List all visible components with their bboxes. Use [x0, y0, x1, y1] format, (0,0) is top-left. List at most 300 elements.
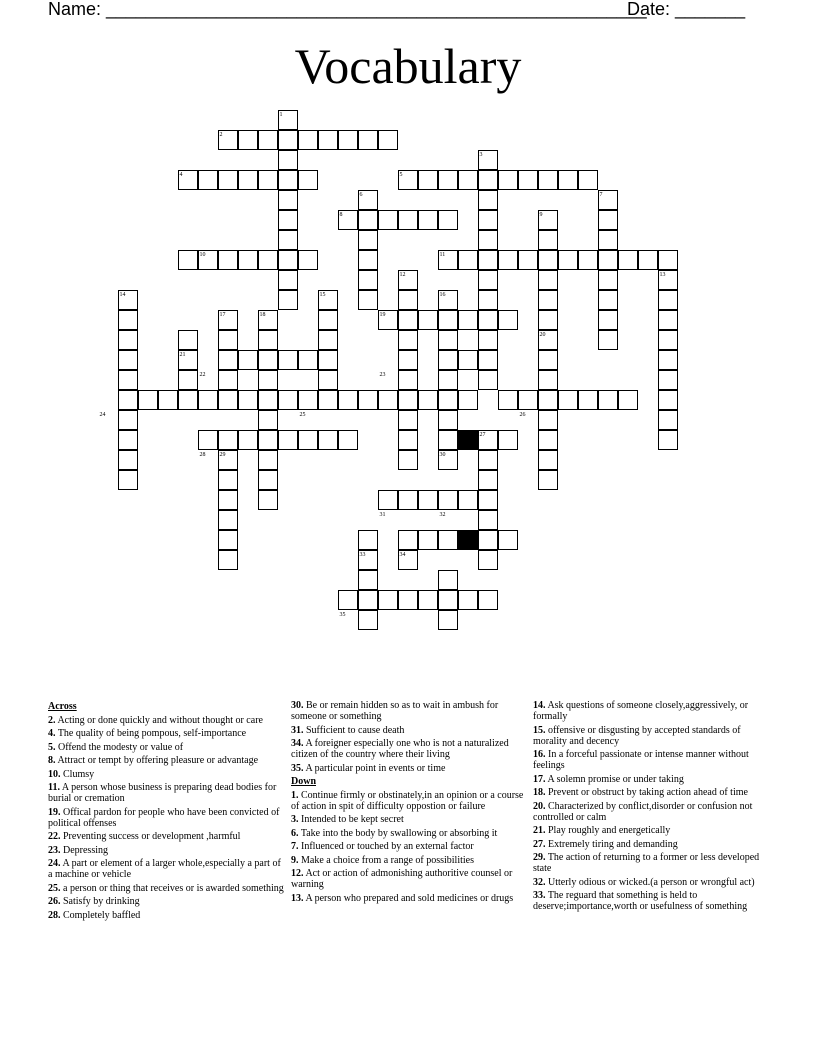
grid-cell[interactable] [458, 250, 478, 270]
clue-text: offensive or disgusting by accepted standards of morality and decency [533, 724, 741, 747]
clue-item [291, 814, 529, 825]
grid-cell[interactable] [438, 390, 458, 410]
grid-cell[interactable] [538, 410, 558, 430]
grid-cell[interactable] [278, 430, 298, 450]
grid-cell[interactable] [538, 170, 558, 190]
grid-cell[interactable] [358, 590, 378, 610]
grid-cell[interactable] [478, 270, 498, 290]
grid-cell[interactable] [278, 190, 298, 210]
clue-text: Attract or tempt by offering pleasure or advantage [55, 755, 259, 766]
clue-number-label: 29. [533, 852, 546, 863]
clue-text: Extremely tiring and demanding [545, 838, 678, 850]
grid-cell[interactable] [258, 130, 278, 150]
clue-text: Make a choice from a range of possibilities [298, 854, 474, 866]
grid-cell[interactable] [658, 390, 678, 410]
grid-cell[interactable] [278, 350, 298, 370]
clues-column-1 [48, 701, 286, 923]
clue-item [291, 855, 529, 866]
grid-cell[interactable] [518, 250, 538, 270]
clue-number: 33 [359, 551, 366, 558]
clue-item [533, 725, 771, 747]
grid-cell[interactable] [278, 170, 298, 190]
clue-number: 17 [219, 311, 226, 318]
clue-item [533, 774, 771, 785]
grid-cell[interactable] [538, 390, 558, 410]
grid-cell[interactable] [538, 290, 558, 310]
clue-number: 10 [199, 251, 206, 258]
grid-cell[interactable] [438, 410, 458, 430]
grid-cell[interactable] [198, 170, 218, 190]
clue-item [48, 715, 286, 726]
grid-cell[interactable] [458, 590, 478, 610]
clue-item [533, 700, 771, 722]
grid-cell[interactable] [458, 310, 478, 330]
grid-cell[interactable] [598, 330, 618, 350]
clue-text: Intended to be kept secret [298, 814, 404, 825]
grid-cell[interactable] [538, 450, 558, 470]
grid-cell[interactable] [258, 170, 278, 190]
grid-cell[interactable] [478, 590, 498, 610]
grid-cell[interactable] [418, 390, 438, 410]
clue-text: A foreigner especially one who is not a naturalized citizen of the country where their living [291, 738, 509, 760]
grid-cell[interactable] [218, 330, 238, 350]
clue-item [533, 852, 771, 874]
grid-cell[interactable] [118, 410, 138, 430]
grid-cell[interactable] [518, 170, 538, 190]
grid-cell[interactable] [218, 170, 238, 190]
grid-cell[interactable] [598, 230, 618, 250]
clue-number: 8 [339, 211, 343, 218]
clue-number-label: 2. [48, 714, 56, 726]
grid-cell[interactable] [398, 450, 418, 470]
grid-cell[interactable] [438, 430, 458, 450]
grid-cell[interactable] [398, 210, 418, 230]
grid-cell[interactable] [338, 430, 358, 450]
clue-text: Act or action of admonishing authoritive counsel or warning [291, 868, 513, 890]
grid-cell[interactable] [498, 430, 518, 450]
grid-cell[interactable] [378, 390, 398, 410]
grid-cell[interactable] [658, 350, 678, 370]
grid-cell[interactable] [118, 370, 138, 390]
grid-cell[interactable] [358, 230, 378, 250]
grid-cell[interactable] [538, 310, 558, 330]
grid-cell[interactable] [298, 250, 318, 270]
clue-text: a person or thing that receives or is awarded something [60, 882, 284, 894]
clue-text: Completely baffled [60, 909, 141, 921]
grid-cell[interactable] [238, 350, 258, 370]
grid-cell[interactable] [658, 310, 678, 330]
grid-cell[interactable] [438, 330, 458, 350]
grid-cell[interactable] [398, 590, 418, 610]
grid-cell[interactable] [178, 330, 198, 350]
clue-number: 28 [199, 451, 206, 458]
clue-item [291, 763, 529, 774]
grid-cell[interactable] [118, 310, 138, 330]
grid-cell[interactable] [478, 490, 498, 510]
grid-cell[interactable] [338, 590, 358, 610]
grid-cell[interactable] [538, 370, 558, 390]
clue-number-label: 23. [48, 844, 61, 856]
grid-cell[interactable] [658, 250, 678, 270]
grid-cell[interactable] [258, 410, 278, 430]
grid-cell[interactable] [158, 390, 178, 410]
grid-cell[interactable] [478, 510, 498, 530]
clue-item [291, 868, 529, 890]
grid-cell[interactable] [218, 430, 238, 450]
grid-cell[interactable] [398, 350, 418, 370]
grid-cell[interactable] [298, 350, 318, 370]
grid-cell[interactable] [598, 390, 618, 410]
clue-number: 21 [179, 351, 186, 358]
grid-cell[interactable] [578, 250, 598, 270]
grid-cell[interactable] [278, 230, 298, 250]
grid-cell[interactable] [478, 450, 498, 470]
clue-item [291, 790, 529, 812]
clue-number: 7 [599, 191, 603, 198]
grid-cell[interactable] [258, 470, 278, 490]
grid-cell[interactable] [498, 170, 518, 190]
clue-number: 22 [199, 371, 206, 378]
grid-cell[interactable] [478, 330, 498, 350]
grid-cell[interactable] [378, 490, 398, 510]
grid-cell[interactable] [558, 250, 578, 270]
clue-item [48, 831, 286, 842]
grid-cell[interactable] [478, 530, 498, 550]
grid-cell[interactable] [318, 350, 338, 370]
clue-text: Ask questions of someone closely,aggressively, or formally [533, 700, 749, 722]
grid-cell[interactable] [298, 130, 318, 150]
clue-number-label: 3. [291, 814, 299, 825]
grid-cell[interactable] [658, 430, 678, 450]
grid-cell[interactable] [418, 310, 438, 330]
clue-number-label: 9. [291, 854, 299, 866]
clue-item [48, 858, 286, 880]
grid-cell[interactable] [478, 370, 498, 390]
grid-cell[interactable] [398, 410, 418, 430]
grid-cell[interactable] [138, 390, 158, 410]
grid-cell[interactable] [358, 250, 378, 270]
grid-cell[interactable] [258, 350, 278, 370]
grid-cell[interactable] [658, 410, 678, 430]
grid-cell[interactable] [218, 550, 238, 570]
grid-cell[interactable] [118, 430, 138, 450]
name-field[interactable]: Name: ______________________________________________________ [48, 0, 647, 19]
grid-cell[interactable] [478, 290, 498, 310]
grid-cell[interactable] [478, 310, 498, 330]
clue-text: Satisfy by drinking [60, 896, 140, 907]
grid-cell[interactable] [338, 390, 358, 410]
clue-number: 3 [479, 151, 483, 158]
grid-cell[interactable] [458, 170, 478, 190]
grid-cell[interactable] [358, 270, 378, 290]
grid-cell[interactable] [298, 390, 318, 410]
grid-cell[interactable] [378, 130, 398, 150]
grid-cell[interactable] [358, 130, 378, 150]
grid-cell[interactable] [278, 250, 298, 270]
grid-cell[interactable] [238, 390, 258, 410]
clue-item [48, 845, 286, 856]
clue-number-label: 31. [291, 724, 304, 736]
clue-text: Be or remain hidden so as to wait in ambush for someone or something [291, 700, 499, 722]
grid-cell[interactable] [458, 490, 478, 510]
grid-cell[interactable] [558, 170, 578, 190]
clue-number-label: 14. [533, 700, 546, 711]
grid-cell[interactable] [538, 470, 558, 490]
grid-cell[interactable] [218, 250, 238, 270]
clue-number-label: 35. [291, 762, 304, 774]
clue-text: The quality of being pompous, self-importance [55, 728, 247, 739]
grid-cell[interactable] [498, 530, 518, 550]
grid-cell[interactable] [638, 250, 658, 270]
clue-item [48, 755, 286, 766]
grid-cell[interactable] [658, 370, 678, 390]
grid-cell[interactable] [358, 290, 378, 310]
grid-cell[interactable] [438, 310, 458, 330]
clue-number: 6 [359, 191, 363, 198]
grid-cell[interactable] [318, 430, 338, 450]
grid-cell[interactable] [438, 530, 458, 550]
grid-cell[interactable] [198, 430, 218, 450]
grid-cell[interactable] [478, 170, 498, 190]
grid-cell[interactable] [478, 190, 498, 210]
clue-number-label: 19. [48, 806, 61, 818]
grid-cell[interactable] [178, 390, 198, 410]
clue-item [533, 877, 771, 888]
grid-cell[interactable] [118, 390, 138, 410]
grid-cell[interactable] [538, 230, 558, 250]
clue-item [48, 910, 286, 921]
grid-cell[interactable] [478, 350, 498, 370]
grid-cell[interactable] [478, 470, 498, 490]
grid-cell[interactable] [218, 530, 238, 550]
clue-number-label: 16. [533, 749, 546, 760]
clue-number-label: 6. [291, 827, 299, 839]
clue-number-label: 11. [48, 782, 60, 793]
clue-number-label: 26. [48, 896, 61, 907]
grid-cell[interactable] [438, 350, 458, 370]
grid-cell[interactable] [398, 390, 418, 410]
grid-cell[interactable] [278, 390, 298, 410]
grid-cell[interactable] [318, 390, 338, 410]
grid-cell[interactable] [398, 290, 418, 310]
grid-cell[interactable] [298, 430, 318, 450]
grid-cell[interactable] [218, 470, 238, 490]
clue-number: 12 [399, 271, 406, 278]
clue-item [48, 742, 286, 753]
grid-cell[interactable] [438, 370, 458, 390]
clue-number: 29 [219, 451, 226, 458]
grid-cell[interactable] [398, 430, 418, 450]
grid-cell[interactable] [658, 290, 678, 310]
clue-text: Continue firmly or obstinately,in an opinion or a course of action in spit of difficulty oppostion or failure [291, 789, 524, 812]
clue-number: 15 [319, 291, 326, 298]
grid-cell[interactable] [318, 330, 338, 350]
grid-cell[interactable] [438, 570, 458, 590]
clue-text: A solemn promise or under taking [545, 773, 684, 785]
grid-cell[interactable] [258, 330, 278, 350]
clue-number-label: 33. [533, 890, 546, 901]
grid-cell[interactable] [598, 290, 618, 310]
grid-cell[interactable] [598, 210, 618, 230]
grid-cell[interactable] [118, 470, 138, 490]
grid-cell[interactable] [418, 210, 438, 230]
grid-cell[interactable] [338, 130, 358, 150]
clue-text: The reguard that something is held to deserve;importance,worth or usefulness of something [533, 890, 748, 912]
page-title: Vocabulary [294, 38, 522, 94]
clue-number-label: 10. [48, 768, 61, 780]
clue-text: The action of returning to a former or less developed state [533, 852, 760, 874]
grid-cell[interactable] [298, 170, 318, 190]
grid-cell[interactable] [658, 330, 678, 350]
grid-cell[interactable] [278, 210, 298, 230]
grid-cell[interactable] [558, 390, 578, 410]
grid-cell[interactable] [538, 250, 558, 270]
grid-cell[interactable] [258, 450, 278, 470]
grid-cell[interactable] [258, 490, 278, 510]
grid-cell[interactable] [598, 270, 618, 290]
grid-cell[interactable] [478, 550, 498, 570]
grid-cell[interactable] [598, 310, 618, 330]
grid-cell[interactable] [398, 330, 418, 350]
grid-cell[interactable] [398, 490, 418, 510]
clue-number-label: 12. [291, 868, 304, 879]
grid-cell[interactable] [278, 130, 298, 150]
grid-cell[interactable] [318, 310, 338, 330]
clue-text: Influenced or touched by an external factor [298, 841, 474, 852]
clue-number-label: 15. [533, 724, 546, 736]
grid-cell[interactable] [438, 490, 458, 510]
grid-cell[interactable] [358, 390, 378, 410]
clue-item [291, 725, 529, 736]
grid-cell[interactable] [258, 430, 278, 450]
clue-item [533, 787, 771, 798]
clue-number: 18 [259, 311, 266, 318]
grid-cell[interactable] [538, 430, 558, 450]
grid-cell[interactable] [498, 250, 518, 270]
grid-cell[interactable] [398, 530, 418, 550]
grid-cell[interactable] [318, 370, 338, 390]
clue-number-label: 17. [533, 773, 546, 785]
clue-item [48, 807, 286, 829]
clue-item [48, 728, 286, 739]
clue-text: Clumsy [60, 768, 95, 780]
clue-number: 4 [179, 171, 183, 178]
clue-number: 14 [119, 291, 126, 298]
clue-text: Utterly odious or wicked.(a person or wrongful act) [545, 876, 755, 888]
grid-cell[interactable] [358, 210, 378, 230]
grid-cell[interactable] [418, 530, 438, 550]
grid-cell[interactable] [118, 350, 138, 370]
grid-cell[interactable] [238, 430, 258, 450]
grid-cell[interactable] [278, 150, 298, 170]
grid-cell[interactable] [178, 250, 198, 270]
grid-cell[interactable] [258, 250, 278, 270]
grid-cell[interactable] [438, 590, 458, 610]
grid-cell[interactable] [378, 210, 398, 230]
grid-cell[interactable] [398, 310, 418, 330]
clue-text: A person who prepared and sold medicines or drugs [303, 892, 514, 904]
grid-cell[interactable] [578, 390, 598, 410]
grid-cell[interactable] [418, 170, 438, 190]
grid-cell[interactable] [398, 370, 418, 390]
grid-cell[interactable] [438, 210, 458, 230]
grid-cell[interactable] [458, 390, 478, 410]
clue-number-label: 7. [291, 841, 299, 852]
grid-cell[interactable] [478, 210, 498, 230]
grid-cell[interactable] [458, 350, 478, 370]
grid-cell[interactable] [118, 330, 138, 350]
grid-cell[interactable] [358, 570, 378, 590]
clue-item [48, 769, 286, 780]
clue-item [291, 828, 529, 839]
grid-cell[interactable] [318, 130, 338, 150]
grid-cell[interactable] [258, 390, 278, 410]
grid-cell[interactable] [198, 390, 218, 410]
grid-cell[interactable] [598, 250, 618, 270]
clue-number-label: 25. [48, 882, 61, 894]
grid-cell[interactable] [218, 370, 238, 390]
grid-cell[interactable] [358, 530, 378, 550]
clue-number: 31 [379, 511, 386, 518]
clues-column-2 [291, 700, 529, 906]
grid-cell[interactable] [238, 250, 258, 270]
grid-cell[interactable] [118, 450, 138, 470]
clue-text: A part or element of a larger whole,especially a part of a machine or vehicle [48, 858, 281, 880]
clue-number: 9 [539, 211, 543, 218]
grid-cell[interactable] [218, 510, 238, 530]
grid-cell[interactable] [358, 610, 378, 630]
clue-item [533, 749, 771, 771]
grid-cell[interactable] [578, 170, 598, 190]
grid-cell[interactable] [378, 590, 398, 610]
grid-cell[interactable] [538, 350, 558, 370]
grid-cell[interactable] [238, 130, 258, 150]
grid-cell[interactable] [418, 590, 438, 610]
grid-cell[interactable] [518, 390, 538, 410]
clue-item [533, 839, 771, 850]
grid-cell[interactable] [278, 270, 298, 290]
grid-cell[interactable] [258, 370, 278, 390]
grid-cell[interactable] [218, 390, 238, 410]
clue-number: 35 [339, 611, 346, 618]
grid-cell[interactable] [178, 370, 198, 390]
clue-item [291, 893, 529, 904]
grid-cell[interactable] [618, 250, 638, 270]
grid-cell[interactable] [438, 610, 458, 630]
date-field[interactable]: Date: _______ [627, 0, 746, 19]
grid-cell[interactable] [218, 490, 238, 510]
clue-number-label: 27. [533, 838, 546, 850]
clue-text: A person whose business is preparing dead bodies for burial or cremation [48, 782, 277, 804]
grid-cell[interactable] [538, 270, 558, 290]
grid-cell[interactable] [498, 390, 518, 410]
black-cell [458, 530, 478, 550]
clue-text: Sufficient to cause death [303, 724, 405, 736]
grid-cell[interactable] [278, 290, 298, 310]
grid-cell[interactable] [618, 390, 638, 410]
grid-cell[interactable] [418, 490, 438, 510]
grid-cell[interactable] [438, 170, 458, 190]
clue-number: 27 [479, 431, 486, 438]
clue-number: 30 [439, 451, 446, 458]
grid-cell[interactable] [478, 250, 498, 270]
grid-cell[interactable] [218, 350, 238, 370]
clue-number: 19 [379, 311, 386, 318]
grid-cell[interactable] [238, 170, 258, 190]
grid-cell[interactable] [498, 310, 518, 330]
clue-item [48, 782, 286, 804]
grid-cell[interactable] [478, 230, 498, 250]
